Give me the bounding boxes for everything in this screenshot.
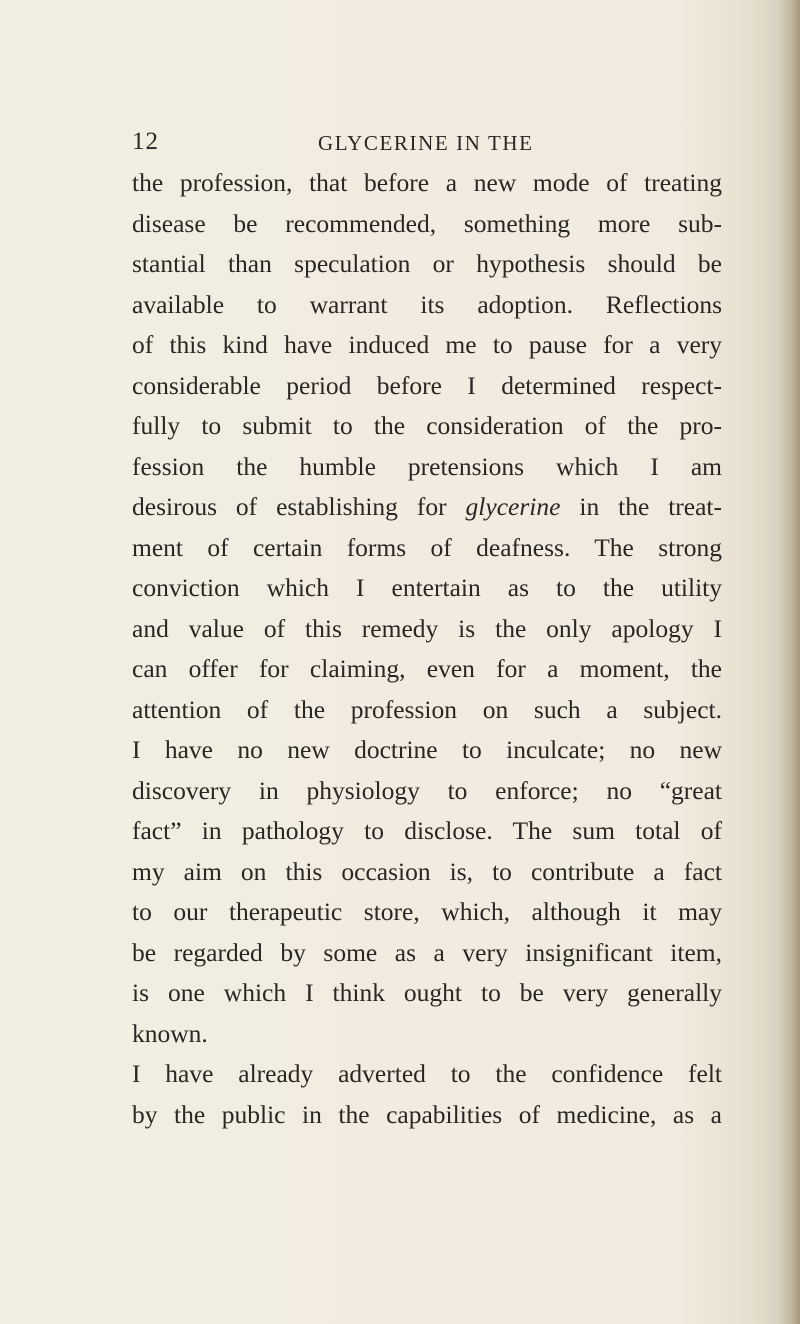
text-line: by the public in the capabilities of medicine, as a [132,1099,722,1129]
text-line: discovery in physiology to enforce; no “great [132,775,722,805]
text-line: of this kind have induced me to pause for a very [132,330,722,359]
page-header [132,128,722,162]
text-segment: desirous of establishing for [132,492,447,521]
text-line: the profession, that before a new mode of treating [132,168,722,197]
page-number: 12 [132,128,159,155]
text-segment: in the treat- [579,492,723,521]
text-line: disease be recommended, something more sub- [132,208,722,238]
running-head: GLYCERINE IN THE [318,131,534,155]
text-line: attention of the profession on such a subject. [132,694,722,724]
text-line: be regarded by some as a very insignificant item, [132,937,722,967]
text-line: and value of this remedy is the only apology I [132,613,722,643]
text-line: ment of certain forms of deafness. The strong [132,532,722,562]
text-line: considerable period before I determined respect- [132,370,722,400]
text-line: my aim on this occasion is, to contribute a fact [132,856,722,886]
text-line: I have already adverted to the confidence felt [132,1059,722,1088]
text-line: stantial than speculation or hypothesis should be [132,249,722,278]
text-line: conviction which I entertain as to the utility [132,573,722,602]
page-edge-shadow [778,0,800,1324]
text-line [132,487,722,528]
text-line: fully to submit to the consideration of the pro- [132,411,722,440]
text-line: to our therapeutic store, which, although it may [132,897,722,926]
text-line: available to warrant its adoption. Reflections [132,289,722,319]
text-line: fession the humble pretensions which I am [132,451,722,481]
text-line: can offer for claiming, even for a moment, the [132,654,722,683]
text-line: fact” in pathology to disclose. The sum total of [132,816,722,845]
text-line: known. [132,1018,208,1048]
italic-term: glycerine [465,492,561,521]
text-line: I have no new doctrine to inculcate; no new [132,735,722,764]
body-text [132,163,722,1135]
text-line: is one which I think ought to be very generally [132,978,722,1007]
